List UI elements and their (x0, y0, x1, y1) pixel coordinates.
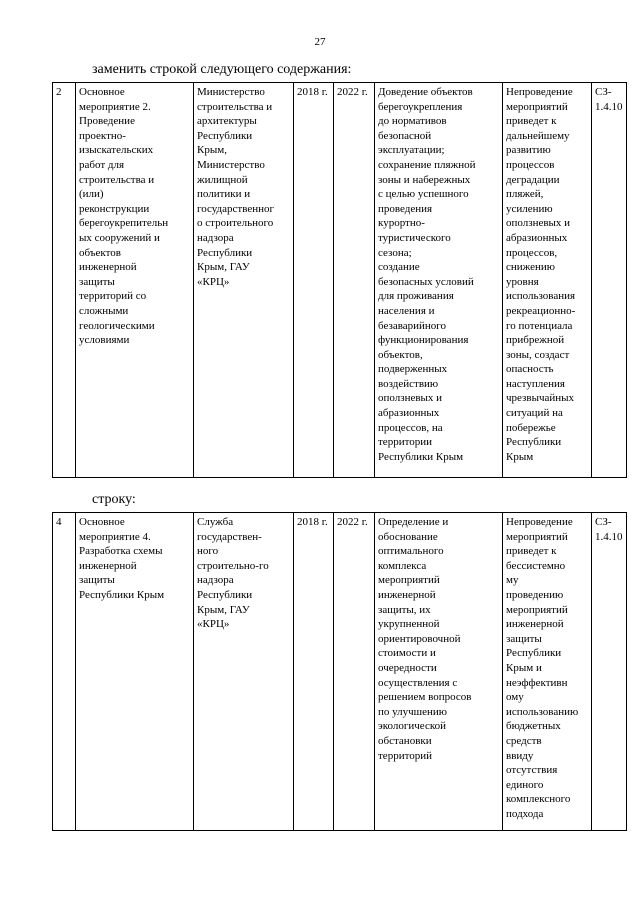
expected-result: Доведение объектов берегоукрепления до нормативов безопасной эксплуатации; сохранение пляжной зоны и набережных с целью успешного проведения курортно- туристического сезона; создание безопасных условий для проживания населения и безаварийного функционирования объектов, подверженных воздействию оползневых и абразионных процессов, на территории Республики Крым (375, 83, 503, 478)
replace-heading: заменить строкой следующего содержания: (92, 62, 352, 77)
row-number: 4 (53, 513, 76, 831)
consequences: Непроведение мероприятий приведет к дальнейшему развитию процессов деградации пляжей, усилению оползневых и абразионных процессов, снижению уровня использования рекреационно- го потенциала прибрежной зоны, создаст опасность наступления чрезвычайных ситуаций на побережье Республики Крым (503, 83, 592, 478)
indicator-code: СЗ- 1.4.10 (592, 513, 627, 831)
activity-name: Основное мероприятие 4. Разработка схемы инженерной защиты Республики Крым (76, 513, 194, 831)
executor: Служба государствен- ного строительно-го надзора Республики Крым, ГАУ «КРЦ» (194, 513, 294, 831)
year-end: 2022 г. (334, 513, 375, 831)
indicator-code: СЗ- 1.4.10 (592, 83, 627, 478)
consequences: Непроведение мероприятий приведет к бессистемно му проведению мероприятий инженерной защиты Республики Крым и неэффективн ому использованию бюджетных средств ввиду отсутствия единого комплексного подхода (503, 513, 592, 831)
table-old-row (52, 512, 627, 831)
executor: Министерство строительства и архитектуры Республики Крым, Министерство жилищной политики и государственног о строительного надзора Республики Крым, ГАУ «КРЦ» (194, 83, 294, 478)
activity-name: Основное мероприятие 2. Проведение проектно- изыскательских работ для строительства и (или) реконструкции берегоукрепительн ых сооружений и объектов инженерной защиты территорий со сложными геологическими условиями (76, 83, 194, 478)
row-number: 2 (53, 83, 76, 478)
table-new-row (52, 82, 627, 478)
year-start: 2018 г. (294, 83, 334, 478)
string-heading: строку: (92, 492, 136, 507)
year-end: 2022 г. (334, 83, 375, 478)
table-rule (68, 477, 92, 478)
table-row (53, 513, 627, 831)
page-number: 27 (314, 36, 326, 48)
expected-result: Определение и обоснование оптимального комплекса мероприятий инженерной защиты, их укрупненной ориентировочной стоимости и очередности осуществления с решением вопросов по улучшению экологической обстановки территорий (375, 513, 503, 831)
table-row (53, 83, 627, 478)
year-start: 2018 г. (294, 513, 334, 831)
